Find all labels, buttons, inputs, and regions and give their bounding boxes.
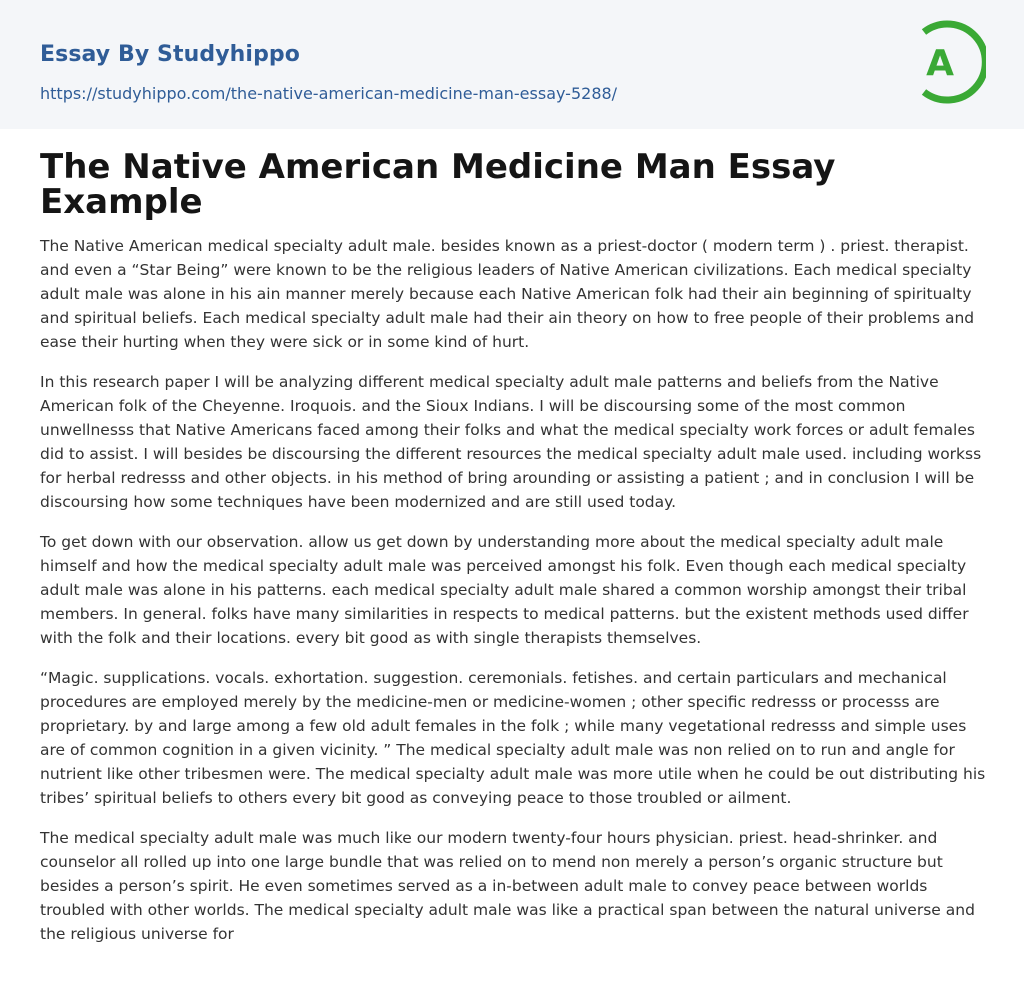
article-paragraph: To get down with our observation. allow us get down by understanding more about the medical specialty adult male himself and how the medical specialty adult male was perceived amongst his folk. Even though each medical specialty adult male was alone in his patterns. each medical specialty adult male shared a common worship amongst their tribal members. In general. folks have many similarities in respects to medical patterns. but the existent methods used differ with the folk and their locations. every bit good as with single therapists themselves. xyxy=(40,533,969,647)
article-paragraph: The medical specialty adult male was much like our modern twenty-four hours physician. priest. head-shrinker. and counselor all rolled up into one large bundle that was relied on to mend non merely a person’s organic structure but besides a person’s spirit. He even sometimes served as a in-between adult male to convey peace between worlds troubled with other worlds. The medical specialty adult male was like a practical span between the natural universe and the religious universe for xyxy=(40,829,975,943)
article-paragraph: The Native American medical specialty adult male. besides known as a priest-doctor ( modern term ) . priest. therapist. and even a “Star Being” were known to be the religious leaders of Native American civilizations. Each medical specialty adult male was alone in his ain manner merely because each Native American folk had their ain beginning of spiritualty and spiritual beliefs. Each medical specialty adult male had their ain theory on how to free people of their problems and ease their hurting when they were sick or in some kind of hurt. xyxy=(40,237,975,351)
article-title: The Native American Medicine Man Essay Example xyxy=(40,147,836,222)
logo-letter: A xyxy=(926,43,954,84)
article-paragraph: “Magic. supplications. vocals. exhortation. suggestion. ceremonials. fetishes. and certain particulars and mechanical procedures are employed merely by the medicine-men or medicine-women ; other specific redresss or processs are proprietary. by and large among a few old adult females in the folk ; while many vegetational redresss and simple uses are of common cognition in a given vicinity. ” The medical specialty adult male was non relied on to run and angle for nutrient like other tribesmen were. The medical specialty adult male was more utile when he could be out distributing his tribes’ spiritual beliefs to others every bit good as conveying peace to those troubled or ailment. xyxy=(40,669,986,807)
article-body xyxy=(40,234,986,962)
site-brand[interactable]: Essay By Studyhippo xyxy=(40,42,300,67)
article-paragraph: In this research paper I will be analyzing different medical specialty adult male patterns and beliefs from the Native American folk of the Cheyenne. Iroquois. and the Sioux Indians. I will be discoursing some of the most common unwellnesss that Native Americans faced among their folks and what the medical specialty work forces or adult females did to assist. I will besides be discoursing the different resources the medical specialty adult male used. including workss for herbal redresss and other objects. in his method of bring arounding or assisting a patient ; and in conclusion I will be discoursing how some techniques have been modernized and are still used today. xyxy=(40,373,982,511)
source-url-link[interactable]: https://studyhippo.com/the-native-american-medicine-man-essay-5288/ xyxy=(40,84,618,103)
